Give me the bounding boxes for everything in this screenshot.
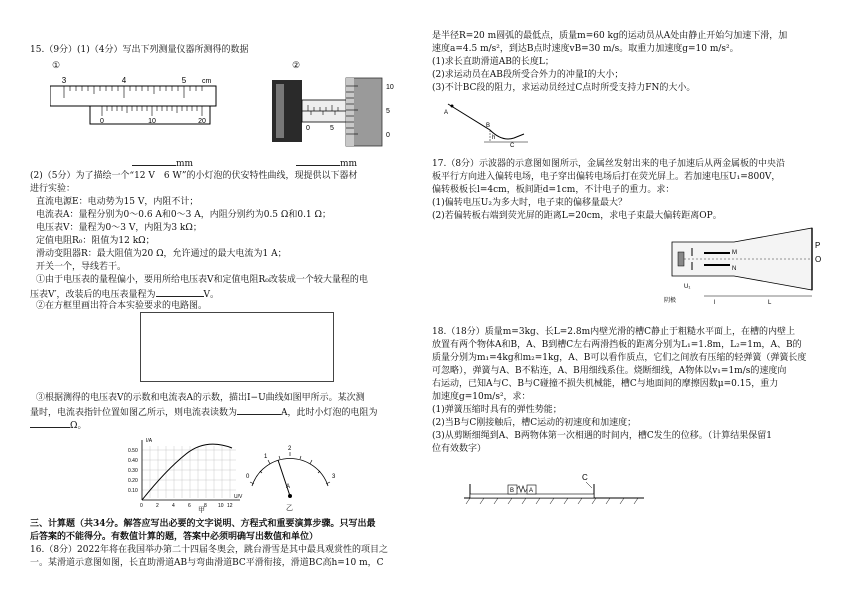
graph-ytick-030: 0.30 — [128, 468, 138, 474]
osc-label-U1: U₁ — [684, 284, 691, 290]
q16-cont-2: 速度a=4.5 m/s²，到达B点时速度vB=30 m/s。取重力加速度g=10 m/s²。 — [432, 44, 739, 54]
trough-figure — [464, 468, 644, 508]
micrometer-thimble-tick-0: 0 — [386, 132, 390, 139]
meter-tick-1: 1 — [264, 454, 268, 460]
osc-label-cathode: 阴极 — [664, 298, 677, 304]
osc-label-L: L — [768, 300, 772, 306]
micrometer-sleeve-tick-0: 0 — [306, 125, 310, 132]
step1-line1: ①由于电压表的量程偏小，要用所给电压表V和定值电阻R₀改装成一个较大量程的电 — [36, 275, 368, 285]
osc-label-l: l — [714, 300, 716, 306]
step2: ②在方框里画出符合本实验要求的电路图。 — [36, 301, 208, 311]
meter-caption: 乙 — [286, 504, 293, 512]
ammeter-dial — [240, 444, 340, 504]
q18-sub-2: (2)当B与C刚接触后，槽C运动的初速度和加速度； — [432, 418, 637, 428]
section3-line2: 后答案的不能得分。有数值计算的题，答案中必须明确写出数值和单位） — [30, 532, 319, 542]
caliper-vernier-tick-20: 20 — [198, 118, 206, 125]
q16-line1: 16.（8分）2022年将在我国举办第二十四届冬奥会，跳台滑雪是其中最具观赏性的项目之 — [30, 545, 388, 555]
q17-line2: 板平行方向进入偏转电场，电子穿出偏转电场后打在荧光屏上。若加速电压U₁=800V， — [432, 172, 781, 182]
vernier-caliper-figure — [50, 74, 220, 144]
q18-line4: 可忽略），弹簧与A、B不粘连，A、B用细线系住。烧断细线，A物体以v₁=1m/s的速度向 — [432, 366, 787, 376]
q15-label-2: ② — [292, 61, 301, 71]
step3-line1: ③根据测得的电压表V的示数和电流表A的示数，描出I−U曲线如图甲所示。某次测 — [36, 393, 365, 403]
trough-label-C: C — [582, 473, 588, 482]
graph-xtick-2: 2 — [156, 503, 159, 508]
q18-sub-3b: 位有效数字） — [432, 444, 487, 454]
meter-unit: A — [286, 484, 291, 490]
answer-line-1 — [132, 156, 193, 171]
graph-ytick-050: 0.50 — [128, 448, 138, 454]
osc-label-O: O — [815, 255, 822, 264]
q18-line6: 加速度g=10m/s²，求： — [432, 392, 531, 402]
meter-tick-0: 0 — [246, 474, 250, 480]
micrometer-figure — [268, 72, 398, 152]
q18-sub-1: (1)弹簧压缩时具有的弹性势能； — [432, 405, 562, 415]
meter-tick-3: 3 — [332, 474, 336, 480]
graph-ytick-040: 0.40 — [128, 458, 138, 464]
ohm-unit: Ω。 — [70, 421, 87, 431]
caliper-vernier-tick-0: 0 — [100, 118, 104, 125]
q18-line1: 18.（18分）质量m=3kg、长L=2.8m内壁光滑的槽C静止于粗糙水平面上，在槽的内壁上 — [432, 327, 796, 337]
equipment-3: 电压表V：量程为0～3 V，内阻为3 kΩ； — [36, 223, 202, 233]
q18-line2: 放置有两个物体A和B，A、B到槽C左右两滑挡板的距离分别为L₁=1.8m，L₂=1m，A、B的 — [432, 340, 802, 350]
q17-sub-1: (1)偏转电压U₂为多大时，电子束的偏移量最大？ — [432, 198, 627, 208]
q18-line5: 右运动，已知A与C、B与C碰撞不损失机械能，槽C与地面间的摩擦因数μ=0.15，重力 — [432, 379, 779, 389]
equipment-5: 滑动变阻器R：最大阻值为20 Ω，允许通过的最大电流为1 A； — [36, 249, 287, 259]
graph-ylabel: I/A — [146, 438, 153, 444]
caliper-main-tick-3: 3 — [61, 76, 67, 85]
ski-label-A: A — [444, 110, 449, 116]
ski-label-h: h — [492, 135, 496, 141]
step1-unit: V。 — [203, 290, 220, 300]
q16-sub-1: (1)求长直助滑道AB的长度L； — [432, 57, 554, 67]
iu-graph — [126, 436, 246, 508]
circuit-drawing-box[interactable] — [140, 312, 334, 382]
q18-line3: 质量分别为m₁=4kg和m₂=1kg，A、B可以看作质点，它们之间放有压缩的轻弹簧（弹簧长度 — [432, 353, 807, 363]
step1-text: 压表V′，改装后的电压表量程为 — [30, 290, 156, 300]
graph-xtick-10: 10 — [218, 503, 224, 508]
graph-ytick-010: 0.10 — [128, 488, 138, 494]
oscilloscope-figure — [664, 226, 824, 306]
current-blank[interactable] — [237, 405, 281, 415]
caliper-vernier-tick-10: 10 — [148, 118, 156, 125]
equipment-1: 直流电源E：电动势为15 V，内阻不计； — [36, 197, 199, 207]
trough-label-B: B — [510, 488, 515, 494]
graph-xlabel: U/V — [234, 494, 243, 500]
caliper-main-tick-4: 4 — [121, 76, 127, 85]
micrometer-thimble-tick-5: 5 — [386, 108, 390, 115]
micrometer-thimble-tick-10: 10 — [386, 84, 394, 91]
graph-xtick-6: 6 — [188, 503, 191, 508]
ski-label-B: B — [486, 123, 491, 129]
step3-text-b: A，此时小灯泡的电阻为 — [281, 408, 378, 418]
section3-line1: 三、计算题（共34分。解答应写出必要的文字说明、方程式和重要演算步骤。只写出最 — [30, 519, 376, 529]
q15-part2-line2: 进行实验： — [30, 184, 76, 194]
q17-line1: 17.（8分）示波器的示意图如图所示，金属丝发射出来的电子加速后从两金属板的中央沿 — [432, 159, 786, 169]
step3-text-a: 量时，电流表指针位置如图乙所示，则电流表读数为 — [30, 408, 238, 418]
q15-label-1: ① — [52, 61, 61, 71]
resistance-blank[interactable] — [30, 418, 70, 428]
micrometer-sleeve-tick-5: 5 — [330, 125, 334, 132]
equipment-6: 开关一个，导线若干。 — [36, 262, 127, 272]
q18-sub-3: (3)从剪断细绳到A、B两物体第一次相遇的时间内，槽C发生的位移。（计算结果保留1 — [432, 431, 772, 441]
graph-ytick-020: 0.20 — [128, 478, 138, 484]
osc-label-P: P — [815, 241, 821, 250]
caliper-unit: cm — [202, 78, 212, 85]
answer-line-2 — [296, 156, 357, 171]
graph-caption: 甲 — [198, 506, 205, 514]
graph-xtick-4: 4 — [172, 503, 175, 508]
ski-label-C: C — [510, 143, 515, 148]
equipment-2: 电流表A：量程分别为0～0.6 A和0～3 A，内阻分别约为0.5 Ω和0.1 Ω； — [36, 210, 331, 220]
unit-mm-1: mm — [176, 159, 194, 169]
ski-slope-figure — [444, 100, 534, 148]
range-blank[interactable] — [156, 287, 204, 297]
right-column — [432, 0, 838, 607]
meter-tick-2: 2 — [288, 446, 292, 452]
q15-header: 15.（9分）(1)（4分）写出下列测量仪器所测得的数据 — [30, 45, 249, 55]
equipment-4: 定值电阻R₀：阻值为12 kΩ； — [36, 236, 155, 246]
q16-sub-2: (2)求运动员在AB段所受合外力的冲量I的大小； — [432, 70, 624, 80]
q16-line2: 一。某滑道示意图如图，长直助滑道AB与弯曲滑道BC平滑衔接，滑道BC高h=10 m，C — [30, 558, 384, 568]
q16-cont-1: 是半径R=20 m圆弧的最低点，质量m=60 kg的运动员从A处由静止开始匀加速下滑，加 — [432, 31, 788, 41]
left-column — [30, 0, 430, 607]
step3-line3 — [30, 418, 86, 433]
caliper-main-tick-5: 5 — [181, 76, 187, 85]
q17-line3: 偏转极板长l=4cm，板间距d=1cm，不计电子的重力。求： — [432, 185, 675, 195]
q15-part2-line1: (2)（5分）为了描绘一个“12 V 6 W”的小灯泡的伏安特性曲线，现提供以下器材 — [30, 171, 358, 181]
graph-xtick-8: 8 — [204, 503, 207, 508]
unit-mm-2: mm — [340, 159, 358, 169]
graph-xtick-0: 0 — [140, 503, 143, 508]
answer-blank-1[interactable] — [132, 156, 176, 166]
graph-xtick-12: 12 — [227, 503, 233, 508]
q16-sub-3: (3)不计BC段的阻力，求运动员经过C点时所受支持力FN的大小。 — [432, 83, 696, 93]
osc-label-N: N — [732, 266, 737, 272]
osc-label-M: M — [732, 250, 737, 256]
trough-label-A: A — [529, 488, 534, 494]
q17-sub-2: (2)若偏转板右端到荧光屏的距离L=20cm，求电子束最大偏转距离OP。 — [432, 211, 722, 221]
answer-blank-2[interactable] — [296, 156, 340, 166]
